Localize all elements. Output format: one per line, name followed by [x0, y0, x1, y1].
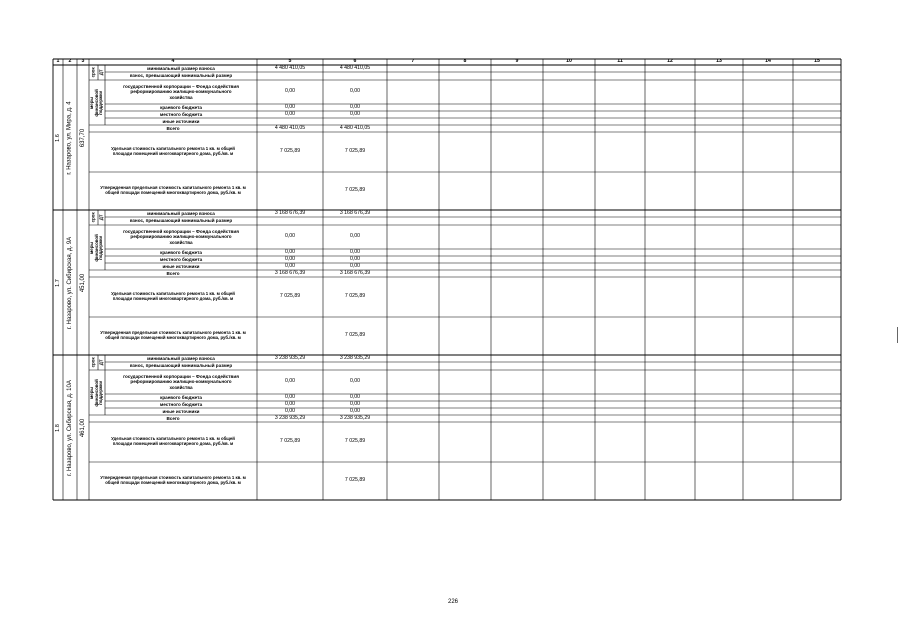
row-number: 1.8 — [55, 423, 61, 432]
corp-value-6: 0,00 — [349, 378, 361, 385]
min-fee-value-6: 4 480 410,05 — [339, 65, 371, 71]
total-value-6: 3 238 935,29 — [339, 415, 371, 421]
col-header-15: 15 — [814, 59, 820, 65]
min-fee-label: минимальный размер взноса — [147, 210, 215, 216]
min-fee-value-6: 3 238 935,29 — [339, 355, 371, 361]
row-number: 1.7 — [55, 278, 61, 287]
corp-value-5: 0,00 — [284, 233, 296, 240]
min-fee-value-5: 3 238 935,29 — [274, 355, 306, 361]
regional-value-5: 0,00 — [284, 104, 296, 110]
srok-label: срок — [90, 67, 96, 78]
total-value-6: 4 480 410,05 — [339, 125, 371, 131]
local-label: местного бюджета — [159, 256, 203, 262]
building-address: г. Назарово, ул. Сибирская, д. 9А — [67, 236, 73, 329]
min-fee-value-5: 4 480 410,05 — [274, 65, 306, 71]
col-header-7: 7 — [411, 59, 415, 65]
srok-label: срок — [90, 357, 96, 368]
other-value-6: 0,00 — [349, 263, 361, 269]
col-header-8: 8 — [463, 59, 467, 65]
max-cost-value-6: 7 025,89 — [344, 332, 366, 339]
measures-label: меры финансовой поддержки — [89, 378, 104, 407]
regional-label: краевого бюджета — [160, 394, 202, 400]
measures-label: меры финансовой поддержки — [89, 233, 104, 262]
unit-cost-value-6: 7 025,89 — [344, 148, 366, 155]
other-label: иные источники — [162, 408, 200, 414]
corp-value-5: 0,00 — [284, 88, 296, 95]
building-address: г. Назарово, ул. Сибирская, д. 10А — [67, 379, 73, 476]
max-cost-label: Утвержденная предельная стоимость капитального ремонта 1 кв. м общей площади помещений многоквартирного дома, руб./кв. м — [100, 475, 246, 485]
unit-cost-value-5: 7 025,89 — [279, 438, 301, 445]
corp-label: государственной корпорации – Фонда содействия реформированию жилищно-коммунального хозяйства — [123, 84, 239, 100]
unit-cost-value-5: 7 025,89 — [279, 148, 301, 155]
unit-cost-label: Удельная стоимость капитального ремонта 1 кв. м общей площади помещений многоквартирного дома, руб./кв. м — [111, 146, 235, 156]
row-number: 1.6 — [55, 133, 61, 142]
scan-edge-mark — [897, 327, 898, 343]
local-value-6: 0,00 — [349, 256, 361, 262]
total-value-5: 4 480 410,05 — [274, 125, 306, 131]
page-number: 226 — [447, 599, 458, 605]
min-fee-label: минимальный размер взноса — [147, 355, 215, 361]
regional-value-6: 0,00 — [349, 104, 361, 110]
other-label: иные источники — [162, 263, 200, 269]
max-cost-value-6: 7 025,89 — [344, 477, 366, 484]
unit-cost-value-6: 7 025,89 — [344, 438, 366, 445]
measures-label: меры финансовой поддержки — [89, 88, 104, 117]
regional-value-5: 0,00 — [284, 394, 296, 400]
regional-label: краевого бюджета — [160, 249, 202, 255]
local-value-6: 0,00 — [349, 111, 361, 117]
col-header-12: 12 — [667, 59, 673, 65]
regional-value-6: 0,00 — [349, 249, 361, 255]
dt-label: ДТ — [98, 69, 104, 76]
other-label: иные источники — [162, 118, 200, 124]
local-value-5: 0,00 — [284, 256, 296, 262]
other-value-5: 0,00 — [284, 263, 296, 269]
col-header-9: 9 — [515, 59, 519, 65]
building-address: г. Назарово, ул. Мира, д. 4 — [67, 100, 73, 175]
total-value-6: 3 168 676,39 — [339, 270, 371, 276]
building-area: 451,00 — [80, 273, 87, 292]
over-fee-label: взнос, превышающий минимальный размер — [129, 363, 233, 369]
corp-value-6: 0,00 — [349, 88, 361, 95]
local-value-6: 0,00 — [349, 401, 361, 407]
total-label: Всего — [166, 125, 180, 131]
corp-label: государственной корпорации – Фонда содействия реформированию жилищно-коммунального хозяйства — [123, 374, 239, 390]
unit-cost-value-6: 7 025,89 — [344, 293, 366, 300]
max-cost-value-6: 7 025,89 — [344, 187, 366, 194]
total-label: Всего — [166, 415, 180, 421]
local-value-5: 0,00 — [284, 401, 296, 407]
col-header-6: 6 — [353, 59, 357, 65]
corp-label: государственной корпорации – Фонда содействия реформированию жилищно-коммунального хозяйства — [123, 229, 239, 245]
regional-label: краевого бюджета — [160, 104, 202, 110]
unit-cost-value-5: 7 025,89 — [279, 293, 301, 300]
srok-label: срок — [90, 212, 96, 223]
min-fee-value-5: 3 168 676,39 — [274, 210, 306, 216]
over-fee-label: взнос, превышающий минимальный размер — [129, 218, 233, 224]
local-value-5: 0,00 — [284, 111, 296, 117]
corp-value-6: 0,00 — [349, 233, 361, 240]
unit-cost-label: Удельная стоимость капитального ремонта 1 кв. м общей площади помещений многоквартирного дома, руб./кв. м — [111, 291, 235, 301]
col-header-3: 3 — [81, 59, 85, 65]
col-header-14: 14 — [765, 59, 771, 65]
building-area: 461,00 — [80, 418, 87, 437]
col-header-4: 4 — [171, 59, 175, 65]
total-value-5: 3 238 935,29 — [274, 415, 306, 421]
local-label: местного бюджета — [159, 111, 203, 117]
other-value-5: 0,00 — [284, 408, 296, 414]
regional-value-5: 0,00 — [284, 249, 296, 255]
col-header-2: 2 — [68, 59, 72, 65]
total-label: Всего — [166, 270, 180, 276]
corp-value-5: 0,00 — [284, 378, 296, 385]
dt-label: ДТ — [98, 359, 104, 366]
col-header-10: 10 — [566, 59, 572, 65]
local-label: местного бюджета — [159, 401, 203, 407]
regional-value-6: 0,00 — [349, 394, 361, 400]
building-area: 637,70 — [80, 128, 87, 147]
col-header-13: 13 — [716, 59, 722, 65]
dt-label: ДТ — [98, 214, 104, 221]
over-fee-label: взнос, превышающий минимальный размер — [129, 73, 233, 79]
unit-cost-label: Удельная стоимость капитального ремонта 1 кв. м общей площади помещений многоквартирного дома, руб./кв. м — [111, 436, 235, 446]
total-value-5: 3 168 676,39 — [274, 270, 306, 276]
col-header-11: 11 — [617, 59, 623, 65]
min-fee-value-6: 3 168 676,39 — [339, 210, 371, 216]
max-cost-label: Утвержденная предельная стоимость капитального ремонта 1 кв. м общей площади помещений многоквартирного дома, руб./кв. м — [100, 185, 246, 195]
other-value-6: 0,00 — [349, 408, 361, 414]
col-header-5: 5 — [288, 59, 292, 65]
max-cost-label: Утвержденная предельная стоимость капитального ремонта 1 кв. м общей площади помещений многоквартирного дома, руб./кв. м — [100, 330, 246, 340]
min-fee-label: минимальный размер взноса — [147, 65, 215, 71]
col-header-1: 1 — [56, 59, 60, 65]
